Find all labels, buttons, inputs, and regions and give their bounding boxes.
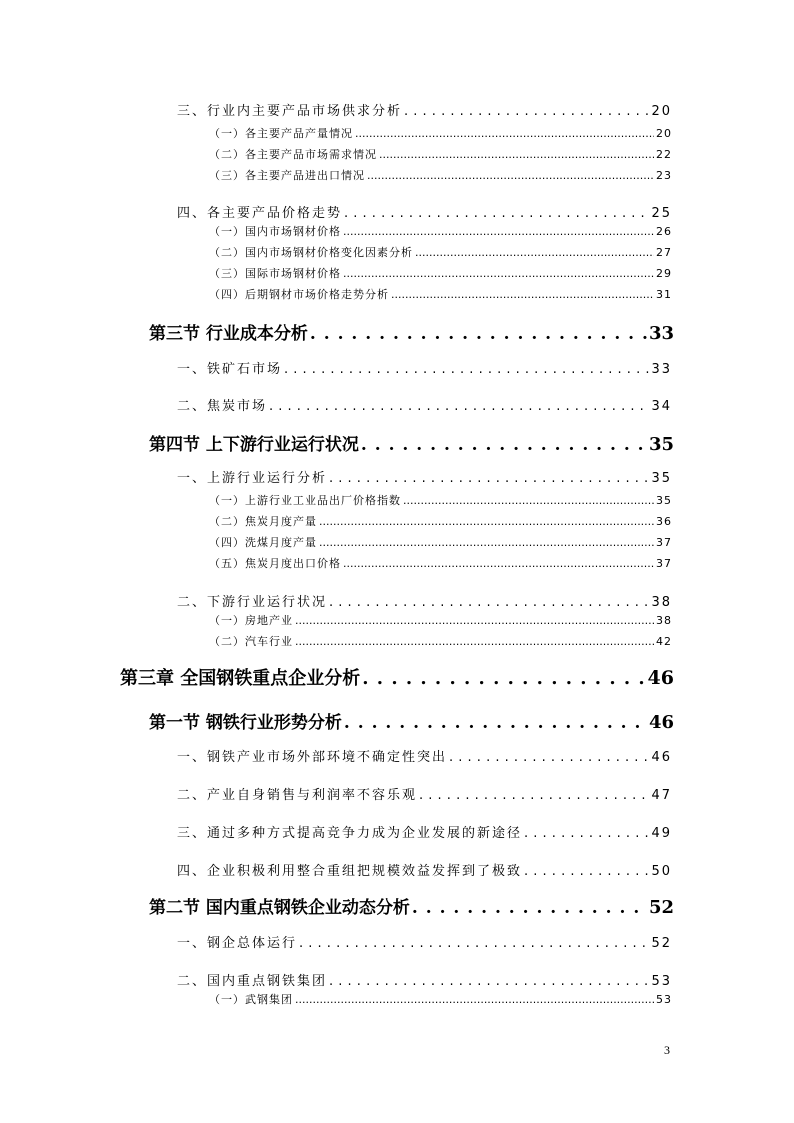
toc-entry-label: 二、国内重点钢铁集团 [177,974,328,989]
toc-entry-label: （一）房地产业 [209,614,293,627]
toc-entry-page: 47 [651,788,672,803]
toc-entry-label: 二、下游行业运行状况 [177,595,328,610]
toc-entry[interactable] [209,146,672,168]
toc-entry[interactable] [209,534,672,556]
toc-leader-dots [449,750,649,765]
toc-entry-label: （五）焦炭月度出口价格 [209,557,341,570]
toc-leader-dots [355,127,654,140]
toc-entry-page: 53 [656,993,672,1006]
toc-entry-label: （一）各主要产品产量情况 [209,127,353,140]
toc-leader-dots [344,713,647,733]
toc-entry-label: 三、行业内主要产品市场供求分析 [177,104,403,119]
toc-entry[interactable] [177,860,672,882]
toc-entry-label: 一、钢企总体运行 [177,936,298,951]
toc-entry-label: 四、企业积极利用整合重组把规模效益发挥到了极致 [177,864,523,879]
toc-entry[interactable] [177,395,672,417]
toc-entry[interactable] [209,125,672,147]
toc-entry-label: （三）国际市场钢材价格 [209,267,341,280]
toc-entry[interactable] [209,244,672,266]
toc-leader-dots [524,864,649,879]
toc-leader-dots [367,169,654,182]
page-number: 3 [664,1043,670,1057]
toc-entry-page: 38 [656,614,672,627]
toc-entry-page: 22 [656,148,672,161]
toc-entry-page: 20 [651,104,672,119]
toc-entry-page: 26 [656,225,672,238]
toc-leader-dots [310,324,647,344]
toc-entry-page: 34 [651,399,672,414]
toc-leader-dots [329,974,649,989]
toc-leader-dots [362,668,645,689]
toc-entry[interactable] [209,633,672,655]
toc-entry-page: 20 [656,127,672,140]
toc-entry-label: （二）汽车行业 [209,635,293,648]
toc-leader-dots [524,826,649,841]
toc-entry-page: 38 [651,595,672,610]
toc-entry[interactable] [209,286,672,308]
toc-entry[interactable] [149,708,674,733]
toc-entry-page: 35 [648,434,674,455]
toc-leader-dots [295,993,654,1006]
toc-entry-page: 42 [656,635,672,648]
toc-entry-label: （一）上游行业工业品出厂价格指数 [209,494,401,507]
toc-entry-label: 四、各主要产品价格走势 [177,206,343,221]
toc-leader-dots [419,788,649,803]
toc-entry-page: 25 [651,206,672,221]
toc-entry-page: 29 [656,267,672,280]
toc-leader-dots [295,635,654,648]
toc-entry[interactable] [209,991,672,1013]
toc-entry-page: 52 [651,936,672,951]
toc-leader-dots [412,898,647,918]
toc-leader-dots [391,288,654,301]
toc-entry-page: 46 [651,750,672,765]
toc-entry-label: 第四节 上下游行业运行状况 [149,435,359,455]
toc-entry-page: 52 [648,897,674,918]
toc-leader-dots [344,206,649,221]
toc-leader-dots [379,148,654,161]
toc-entry-label: 第三章 全国钢铁重点企业分析 [120,668,361,689]
toc-entry[interactable] [177,822,672,844]
toc-entry-page: 46 [648,712,674,733]
toc-entry[interactable] [177,202,672,224]
toc-entry-page: 46 [647,667,674,689]
toc-entry-page: 53 [651,974,672,989]
toc-entry[interactable] [177,358,672,380]
toc-entry-page: 23 [656,169,672,182]
toc-leader-dots [343,225,654,238]
toc-entry-page: 49 [651,826,672,841]
toc-entry[interactable] [177,467,672,489]
toc-entry-page: 27 [656,246,672,259]
toc-entry-label: 一、钢铁产业市场外部环境不确定性突出 [177,750,448,765]
toc-entry-label: （二）国内市场钢材价格变化因素分析 [209,246,413,259]
toc-entry-label: （四）洗煤月度产量 [209,536,317,549]
toc-entry-label: （三）各主要产品进出口情况 [209,169,365,182]
toc-entry[interactable] [209,492,672,514]
toc-leader-dots [415,246,654,259]
toc-entry-label: （一）武钢集团 [209,993,293,1006]
toc-leader-dots [284,362,649,377]
toc-leader-dots [361,435,647,455]
toc-entry-label: 第三节 行业成本分析 [149,324,308,344]
toc-entry[interactable] [177,746,672,768]
toc-entry-label: 第二节 国内重点钢铁企业动态分析 [149,898,410,918]
toc-entry[interactable] [209,513,672,535]
toc-entry[interactable] [209,223,672,245]
toc-leader-dots [404,104,649,119]
toc-entry-page: 33 [651,362,672,377]
toc-entry[interactable] [209,612,672,634]
toc-entry[interactable] [177,100,672,122]
toc-entry[interactable] [209,265,672,287]
toc-entry[interactable] [177,932,672,954]
toc-entry-label: （一）国内市场钢材价格 [209,225,341,238]
toc-entry-label: 二、焦炭市场 [177,399,268,414]
toc-leader-dots [299,936,649,951]
toc-entry[interactable] [120,664,674,689]
toc-entry-page: 33 [648,323,674,344]
toc-leader-dots [269,399,649,414]
toc-leader-dots [329,471,649,486]
toc-entry[interactable] [177,591,672,613]
toc-leader-dots [295,614,654,627]
toc-entry-page: 35 [651,471,672,486]
toc-leader-dots [319,536,654,549]
toc-entry-page: 36 [656,515,672,528]
toc-leader-dots [329,595,649,610]
toc-leader-dots [403,494,654,507]
toc-entry-page: 50 [651,864,672,879]
toc-entry-label: 一、上游行业运行分析 [177,471,328,486]
toc-entry[interactable] [177,970,672,992]
toc-entry-page: 37 [656,536,672,549]
toc-entry[interactable] [209,555,672,577]
toc-entry-label: （二）焦炭月度产量 [209,515,317,528]
toc-entry-label: （二）各主要产品市场需求情况 [209,148,377,161]
toc-entry-label: 三、通过多种方式提高竞争力成为企业发展的新途径 [177,826,523,841]
toc-entry-label: 第一节 钢铁行业形势分析 [149,713,342,733]
toc-entry[interactable] [209,167,672,189]
toc-entry-label: （四）后期钢材市场价格走势分析 [209,288,389,301]
toc-entry[interactable] [177,784,672,806]
toc-entry[interactable] [149,319,674,344]
toc-leader-dots [343,557,654,570]
toc-leader-dots [319,515,654,528]
toc-entry-page: 37 [656,557,672,570]
toc-leader-dots [343,267,654,280]
toc-entry[interactable] [149,893,674,918]
toc-entry-page: 35 [656,494,672,507]
toc-entry-label: 一、铁矿石市场 [177,362,283,377]
toc-entry[interactable] [149,430,674,455]
toc-entry-label: 二、产业自身销售与利润率不容乐观 [177,788,418,803]
toc-entry-page: 31 [656,288,672,301]
